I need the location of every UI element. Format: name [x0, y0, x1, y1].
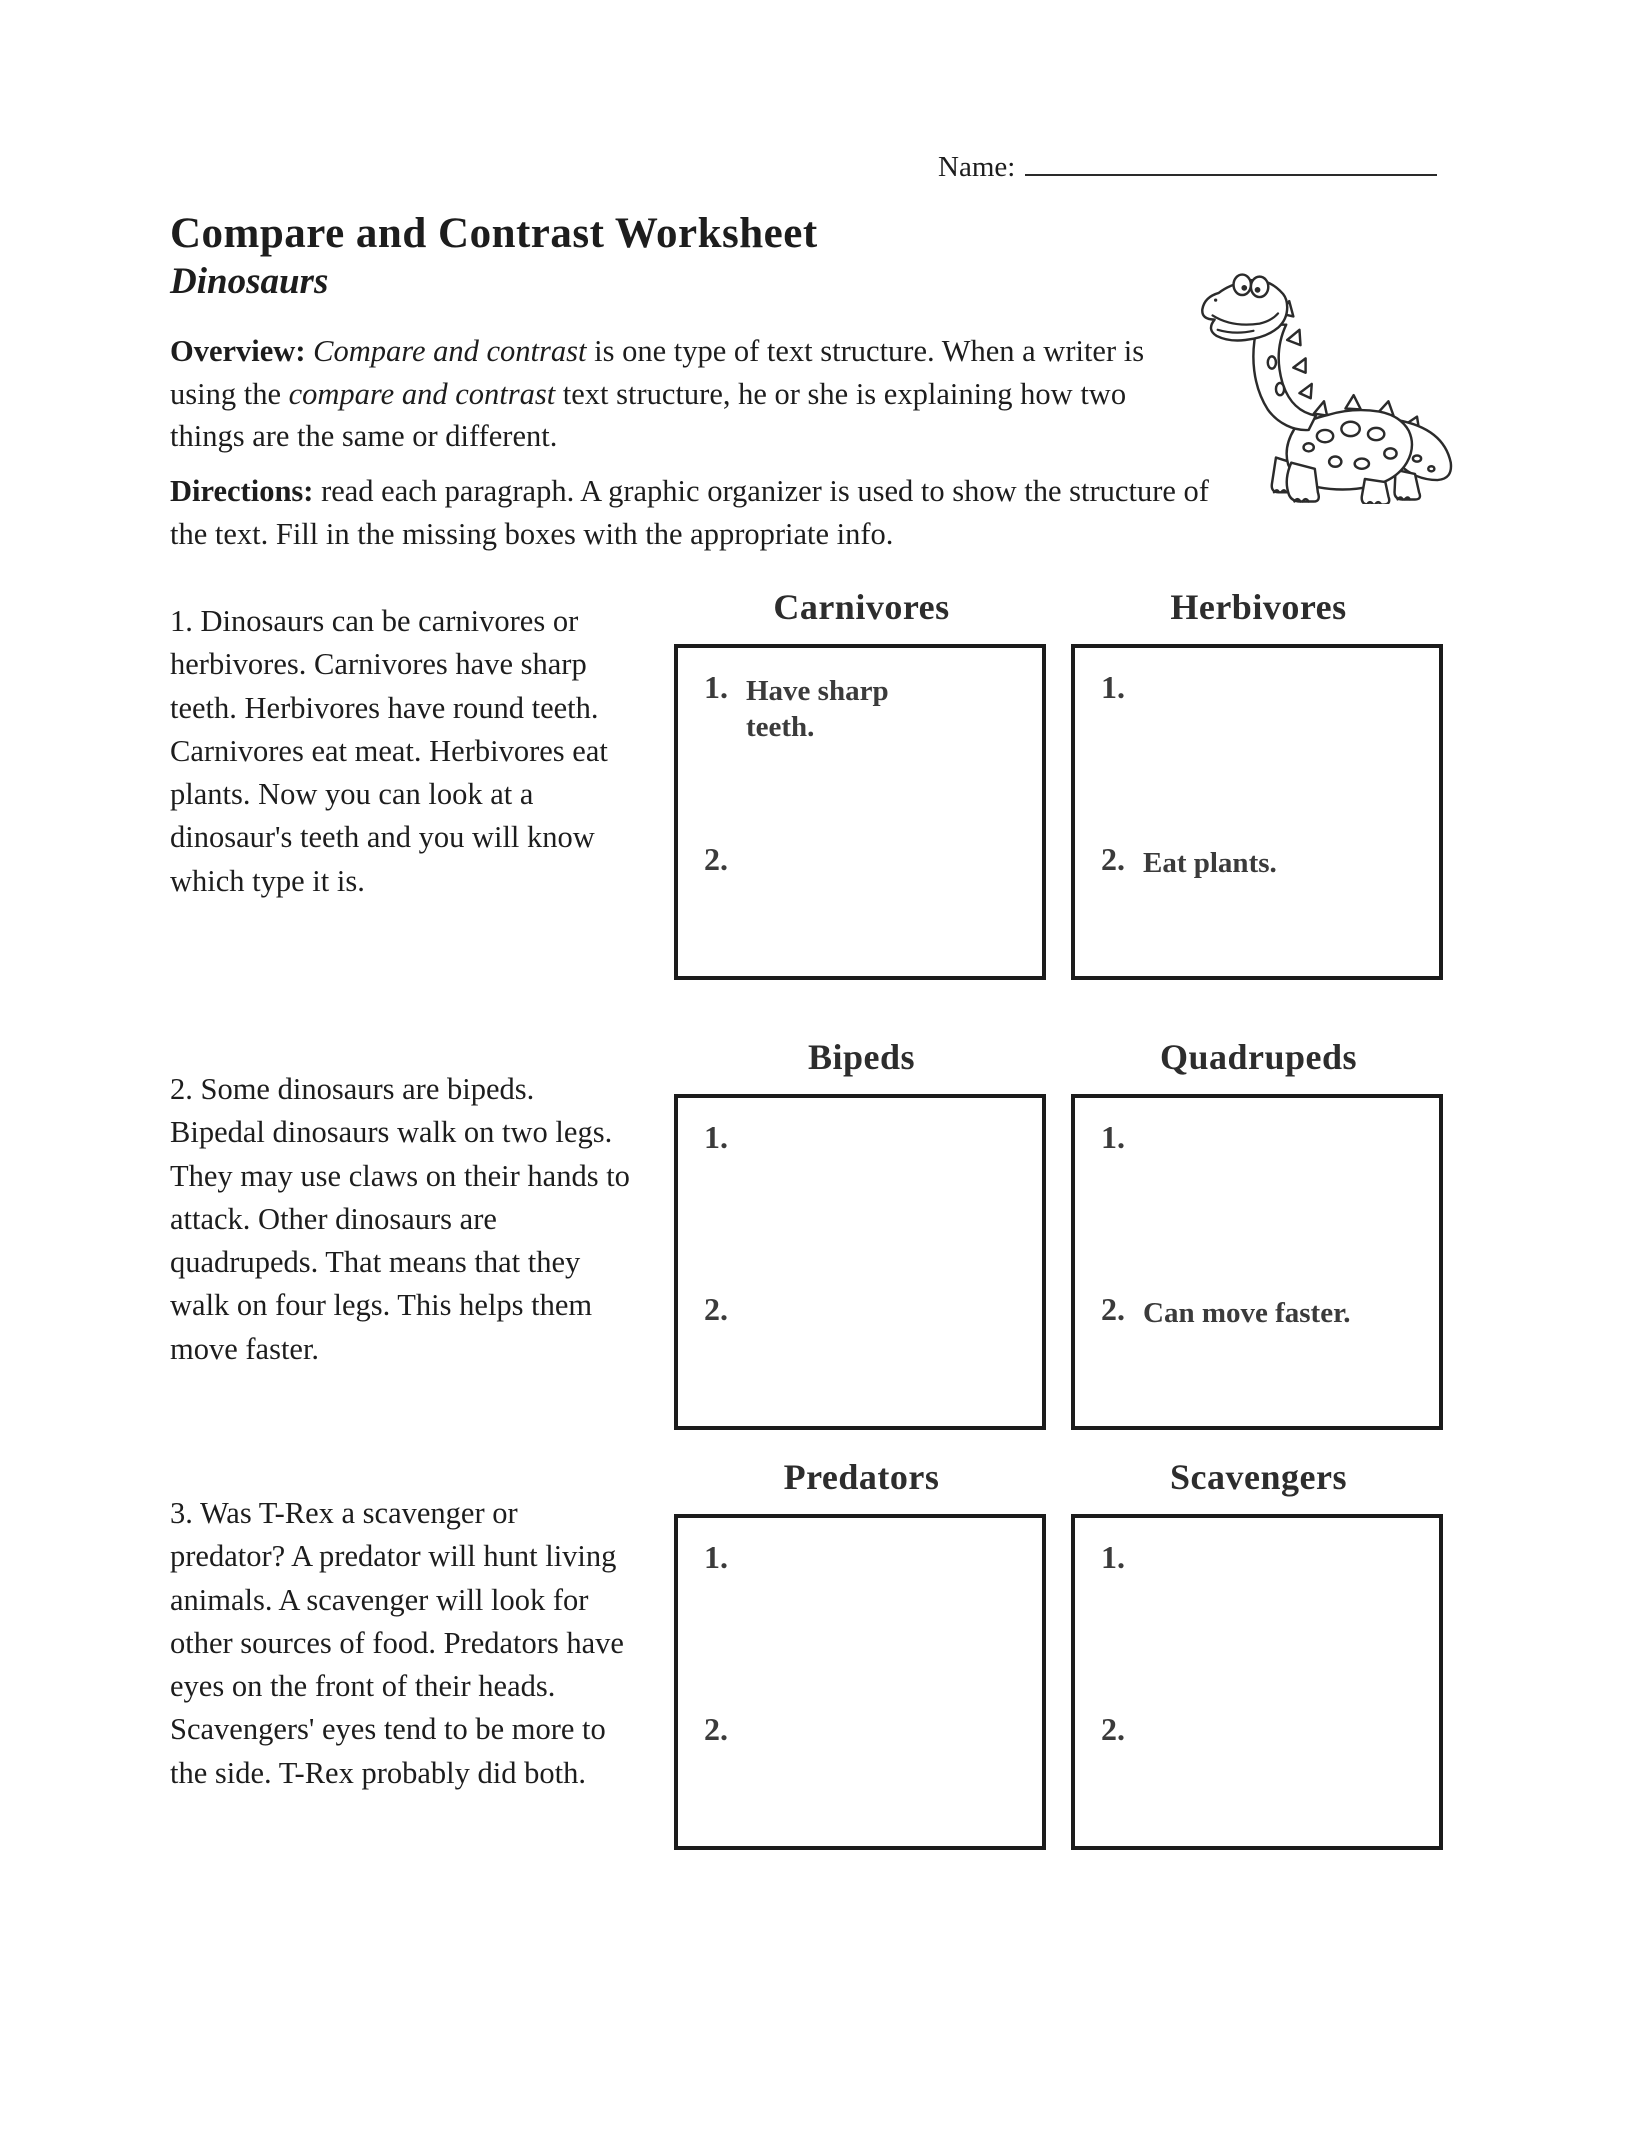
name-label: Name: — [938, 151, 1016, 183]
organizer-item — [704, 842, 956, 877]
directions-paragraph — [170, 470, 1250, 555]
organizer-title-bipeds: Bipeds — [807, 1037, 916, 1077]
organizer-item — [1101, 1292, 1353, 1331]
organizer-title-quadrupeds: Quadrupeds — [1159, 1037, 1358, 1077]
organizer-item — [704, 1540, 956, 1575]
item-answer-blank[interactable] — [1143, 1712, 1353, 1715]
answer-box-bipeds[interactable] — [674, 1094, 1046, 1430]
item-answer-blank[interactable] — [746, 1292, 956, 1295]
item-answer-blank[interactable] — [1143, 1540, 1353, 1543]
organizer-title-predators: Predators — [783, 1457, 940, 1497]
organizer-item — [704, 1292, 956, 1327]
organizer-item — [704, 1120, 956, 1155]
dinosaur-icon — [1186, 268, 1462, 504]
directions-label: Directions: — [170, 474, 314, 508]
organizer-item — [1101, 1540, 1353, 1575]
organizer-item — [1101, 1120, 1353, 1155]
answer-box-carnivores[interactable] — [674, 644, 1046, 980]
organizer-title-herbivores: Herbivores — [1170, 587, 1347, 627]
organizer-item — [1101, 670, 1353, 705]
organizer-item — [704, 670, 956, 746]
page-title: Compare and Contrast Worksheet — [170, 210, 818, 257]
item-answer-text: Eat plants. — [1143, 847, 1277, 879]
item-answer-text: Have sharp teeth. — [746, 675, 889, 744]
organizer-title-scavengers: Scavengers — [1170, 1457, 1347, 1497]
page-subtitle: Dinosaurs — [170, 261, 329, 302]
answer-box-quadrupeds[interactable] — [1071, 1094, 1443, 1430]
organizer-item — [704, 1712, 956, 1747]
organizer-title-carnivores: Carnivores — [773, 587, 950, 627]
item-number: 1. — [704, 1539, 728, 1575]
overview-text-1: is one type of text structure. When a writer is using the — [170, 334, 1145, 411]
item-number: 2. — [704, 1291, 728, 1327]
item-number: 2. — [704, 1711, 728, 1747]
item-number: 2. — [1101, 841, 1125, 877]
item-number: 1. — [1101, 1119, 1125, 1155]
item-number: 2. — [1101, 1291, 1125, 1327]
item-answer-blank[interactable] — [1143, 670, 1353, 673]
item-answer-blank[interactable] — [746, 1712, 956, 1715]
item-answer-blank[interactable] — [1143, 1120, 1353, 1123]
organizer-item — [1101, 1712, 1353, 1747]
reading-paragraph-3: 3. Was T-Rex a scavenger or predator? A predator will hunt living animals. A scavenger will look for other sources of food. Predators have eyes on the front of their heads. Scavengers' eyes tend to be more to the side. T-Rex probably did both. — [170, 1496, 624, 1790]
answer-box-scavengers[interactable] — [1071, 1514, 1443, 1850]
item-number: 1. — [704, 669, 728, 705]
item-number: 1. — [704, 1119, 728, 1155]
item-answer-blank[interactable] — [746, 1120, 956, 1123]
item-number: 2. — [704, 841, 728, 877]
answer-box-predators[interactable] — [674, 1514, 1046, 1850]
answer-box-herbivores[interactable] — [1071, 644, 1443, 980]
overview-label: Overview: — [170, 334, 306, 368]
reading-paragraph-2: 2. Some dinosaurs are bipeds. Bipedal dinosaurs walk on two legs. They may use claws on their hands to attack. Other dinosaurs are quadrupeds. That means that they walk on four legs. This helps them move faster. — [170, 1072, 630, 1366]
name-row — [938, 148, 1437, 184]
organizer-item — [1101, 842, 1353, 881]
item-number: 1. — [1101, 1539, 1125, 1575]
item-answer-blank[interactable] — [746, 842, 956, 845]
overview-text-2: text structure, he or she is explaining how two things are the same or different. — [170, 376, 1127, 454]
reading-paragraph-1: 1. Dinosaurs can be carnivores or herbivores. Carnivores have sharp teeth. Herbivores have round teeth. Carnivores eat meat. Herbivores eat plants. Now you can look at a dinosaur's teeth and you will know which type it is. — [170, 604, 608, 898]
item-number: 2. — [1101, 1711, 1125, 1747]
overview-italic-phrase-1: Compare and contrast — [313, 334, 587, 368]
directions-text: read each paragraph. A graphic organizer is used to show the structure of the text. Fill in the missing boxes with the appropriate info. — [170, 474, 1209, 551]
item-answer-text: Can move faster. — [1143, 1297, 1351, 1329]
overview-paragraph — [170, 330, 1180, 458]
item-number: 1. — [1101, 669, 1125, 705]
item-answer-blank[interactable] — [746, 1540, 956, 1543]
overview-italic-phrase-2: compare and contrast — [288, 376, 556, 411]
name-input-line[interactable] — [1025, 148, 1437, 176]
